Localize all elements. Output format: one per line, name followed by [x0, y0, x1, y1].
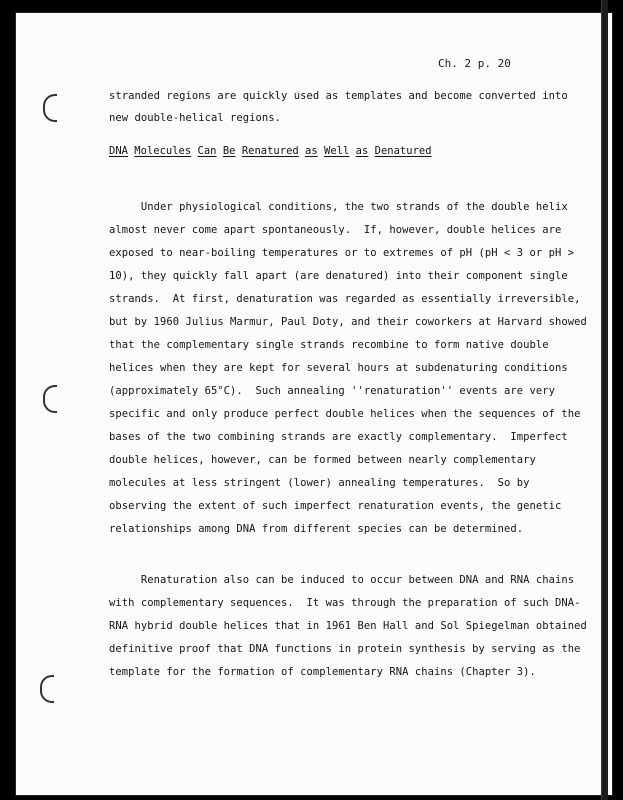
paragraph-1-line: 10), they quickly fall apart (are denatured) into their component single — [109, 270, 568, 282]
heading-word: Molecules — [134, 145, 192, 157]
paragraph-1-line: bases of the two combining strands are exactly complementary. Imperfect — [109, 431, 568, 443]
heading-word: as — [305, 145, 318, 157]
paragraph-2-line: Renaturation also can be induced to occur between DNA and RNA chains — [109, 574, 575, 586]
heading-word: Well — [324, 145, 350, 157]
paragraph-1-line: (approximately 65°C). Such annealing ''renaturation'' events are very — [109, 385, 556, 397]
paragraph-1-line: that the complementary single strands recombine to form native double — [109, 339, 549, 351]
paragraph-1-line: observing the extent of such imperfect renaturation events, the genetic — [109, 500, 562, 512]
paragraph-2-line: with complementary sequences. It was through the preparation of such DNA- — [109, 597, 581, 609]
paragraph-1-line: Under physiological conditions, the two strands of the double helix — [109, 201, 568, 213]
punch-hole-bottom — [40, 675, 54, 703]
paragraph-1-line: double helices, however, can be formed between nearly complementary — [109, 454, 536, 466]
heading-word: Can — [197, 145, 217, 157]
intro-line: stranded regions are quickly used as templates and become converted into — [109, 90, 568, 102]
intro-line: new double-helical regions. — [109, 112, 282, 124]
paragraph-1-line: but by 1960 Julius Marmur, Paul Doty, and their coworkers at Harvard showed — [109, 316, 587, 328]
paragraph-1-line: molecules at less stringent (lower) annealing temperatures. So by — [109, 477, 530, 489]
paragraph-1-line: strands. At first, denaturation was regarded as essentially irreversible, — [109, 293, 581, 305]
heading-word: Denatured — [374, 145, 432, 157]
punch-hole-middle — [43, 385, 57, 413]
paragraph-2-line: RNA hybrid double helices that in 1961 Ben Hall and Sol Spiegelman obtained — [109, 620, 587, 632]
heading-word: Renatured — [241, 145, 299, 157]
punch-hole-top — [43, 94, 57, 122]
binder-edge — [601, 0, 608, 800]
heading-word: DNA — [109, 145, 128, 157]
heading-word: as — [355, 145, 369, 157]
document-page — [15, 12, 613, 796]
page-header: Ch. 2 p. 20 — [438, 57, 511, 70]
paragraph-1-line: helices when they are kept for several hours at subdenaturing conditions — [109, 362, 568, 374]
paragraph-2-line: definitive proof that DNA functions in protein synthesis by serving as the — [109, 643, 581, 655]
heading-word: Be — [222, 145, 236, 157]
paragraph-1-line: specific and only produce perfect double helices when the sequences of the — [109, 408, 581, 420]
paragraph-2-line: template for the formation of complementary RNA chains (Chapter 3). — [109, 666, 536, 678]
paragraph-1-line: exposed to near-boiling temperatures or to extremes of pH (pH < 3 or pH > — [109, 247, 575, 259]
section-heading — [109, 145, 432, 157]
paragraph-1-line: almost never come apart spontaneously. If, however, double helices are — [109, 224, 562, 236]
paragraph-1-line: relationships among DNA from different species can be determined. — [109, 523, 524, 535]
